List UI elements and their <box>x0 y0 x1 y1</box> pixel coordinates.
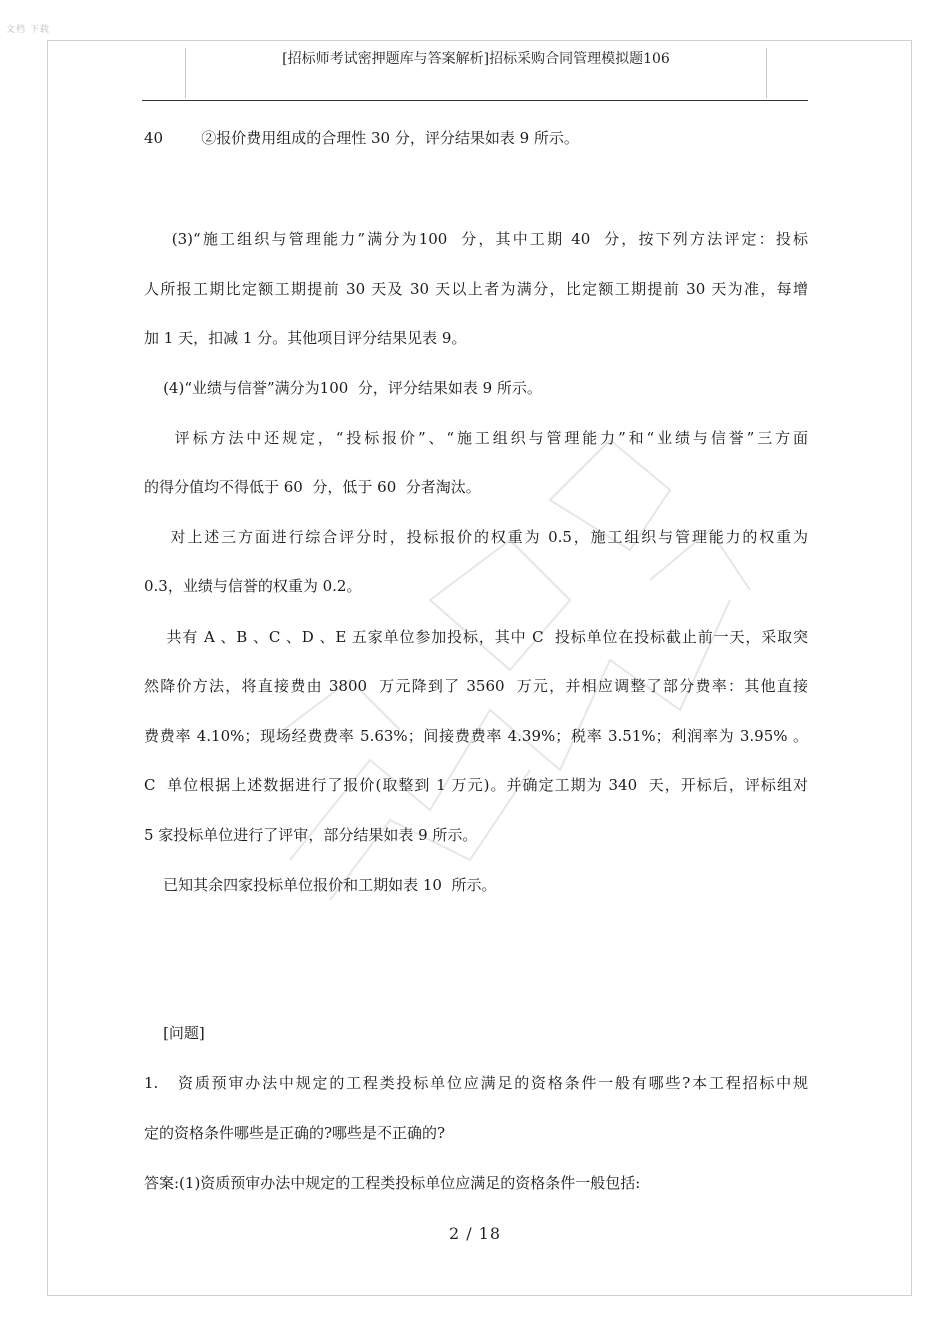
body-line: 0.3，业绩与信誉的权重为 0.2。 <box>144 577 362 595</box>
body-line: 的得分值均不得低于 60 分，低于 60 分者淘汰。 <box>144 478 481 496</box>
body-line: 对上述三方面进行综合评分时，投标报价的权重为 0.5，施工组织与管理能力的权重为 <box>144 528 808 546</box>
body-line: 费费率 4.10%；现场经费费率 5.63%；间接费费率 4.39%；税率 3.51%；利润率为 3.95% 。 <box>144 727 808 745</box>
body-line: 5 家投标单位进行了评审，部分结果如表 9 所示。 <box>144 826 478 844</box>
body-line: 共有 A 、B 、C 、D 、E 五家单位参加投标，其中 C 投标单位在投标截止前一天，采取突 <box>144 628 808 646</box>
body-line: 加 1 天，扣减 1 分。其他项目评分结果见表 9。 <box>144 329 467 347</box>
answer-line: 答案:(1)资质预审办法中规定的工程类投标单位应满足的资格条件一般包括: <box>144 1174 641 1192</box>
question-line: 定的资格条件哪些是正确的?哪些是不正确的? <box>144 1124 446 1142</box>
section-heading: [问题] <box>144 1024 205 1042</box>
body-line: 然降价方法，将直接费由 3800 万元降到了 3560 万元，并相应调整了部分费率：其他直接 <box>144 677 808 695</box>
body-line: 人所报工期比定额工期提前 30 天及 30 天以上者为满分，比定额工期提前 30 天为准，每增 <box>144 280 808 298</box>
body-line: (3)“施工组织与管理能力”满分为100 分，其中工期 40 分，按下列方法评定：投标 <box>144 230 808 248</box>
corner-mark: 文档 下载 <box>6 25 50 35</box>
body-line: 40 ②报价费用组成的合理性 30 分，评分结果如表 9 所示。 <box>144 129 579 147</box>
body-line: 已知其余四家投标单位报价和工期如表 10 所示。 <box>144 876 497 894</box>
body-line: (4)“业绩与信誉”满分为100 分，评分结果如表 9 所示。 <box>144 379 542 397</box>
document-title: [招标师考试密押题库与答案解析]招标采购合同管理模拟题106 <box>282 51 670 67</box>
body-line: 评标方法中还规定，“投标报价”、“施工组织与管理能力”和“业绩与信誉”三方面 <box>144 429 808 447</box>
header-divider <box>142 100 808 101</box>
question-line: 1. 资质预审办法中规定的工程类投标单位应满足的资格条件一般有哪些?本工程招标中规 <box>144 1074 808 1092</box>
page-number: 2 / 18 <box>448 1224 502 1243</box>
body-line: C 单位根据上述数据进行了报价(取整到 1 万元)。并确定工期为 340 天，开标后，评标组对 <box>144 776 808 794</box>
